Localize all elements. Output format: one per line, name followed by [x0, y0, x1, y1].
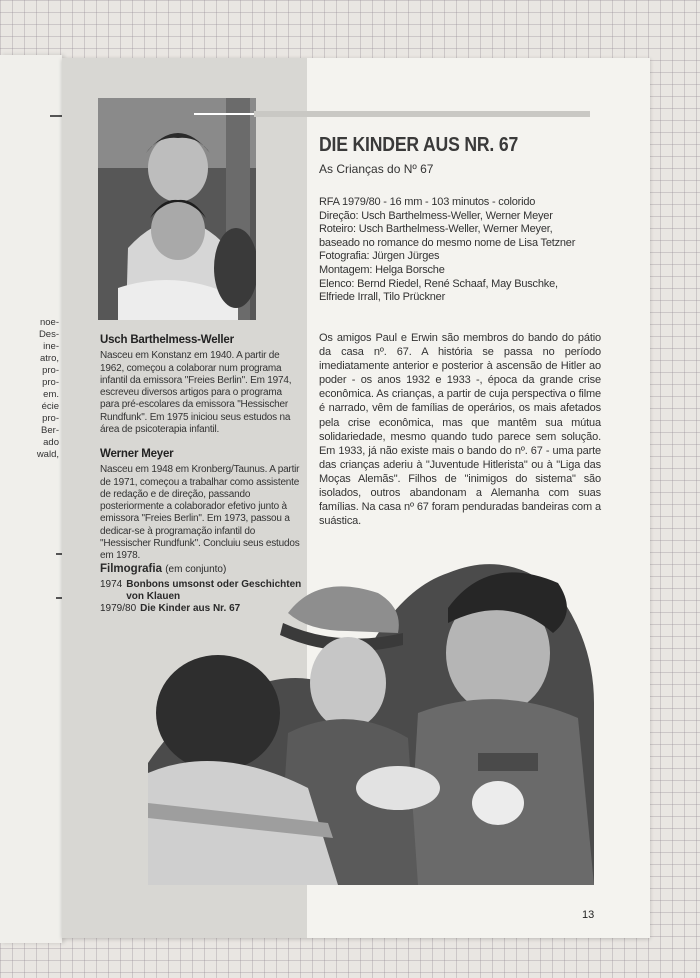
page-number: 13	[582, 909, 595, 921]
credit-line: Elenco: Bernd Riedel, René Schaaf, May Buschke,	[319, 277, 558, 290]
left-page	[0, 55, 62, 943]
credit-line: baseado no romance do mesmo nome de Lisa Tetzner	[319, 236, 576, 249]
directors-photo-image	[98, 98, 256, 320]
filmography-entry: 1974 Bonbons umsonst oder Geschichten von Klauen	[100, 579, 302, 602]
credit-line: Roteiro: Usch Barthelmess-Weller, Werner Meyer,	[319, 223, 553, 236]
bio-werner-meyer	[100, 448, 300, 563]
bio-text: Nasceu em Konstanz em 1940. A partir de 1962, começou a colaborar num programa infantil da emissora "Freies Berlin". Em 1974, escreveu diversos artigos para o programa para pré-escolares da emissora "Hessischer Rundfunk". Em 1975 iniciou seus estudos na área de psicoterapia infantil.	[100, 350, 292, 436]
left-page-mark	[50, 115, 62, 117]
credit-line: Direção: Usch Barthelmess-Weller, Werner Meyer	[319, 209, 553, 222]
title-rule	[254, 111, 590, 117]
credit-line: Elfriede Irrall, Tilo Prückner	[319, 291, 446, 304]
right-page	[62, 58, 650, 938]
filmography-entry: 1979/80 Die Kinder aus Nr. 67	[100, 603, 241, 614]
left-page-text-fragments: noe- Des- ine- atro, pro- pro- em. écie pro- Ber- ado wald,	[36, 317, 59, 460]
film-credits	[319, 196, 619, 305]
film-synopsis: Os amigos Paul e Erwin são membros do bando do pátio da casa nº. 67. A história se passa no período imediatamente anterior e posterior à ascensão de Hitler ao poder - os anos 1932 e 1933 -, época da grande crise econômica. As crianças, a partir de cuja perspectiva o filme é narrado, vêm de famílias de operários, os mais afetados pela crise econômica, mas que mantêm sua mútua solidariedade, mesmo quando tudo parece sem solução. Em 1933, já não existe mais o bando do nº. 67 - uma parte das crianças aderiu à "Juventude Hitlerista" ou à "Liga das Moças Alemãs". Filhos de "inimigos do sistema" são isolados, outros abandonam a Alemanha com suas famílias. Na casa nº 67 foram penduradas bandeiras com a suástica.	[319, 332, 601, 528]
filmography-heading: Filmografia (em conjunto)	[100, 563, 227, 575]
film-subtitle: As Crianças do Nº 67	[319, 162, 434, 176]
credit-line: RFA 1979/80 - 16 mm - 103 minutos - colorido	[319, 196, 536, 208]
credit-line: Fotografia: Jürgen Jürges	[319, 250, 440, 263]
bio-name: Usch Barthelmess-Weller	[100, 334, 234, 346]
film-still-image	[148, 553, 594, 885]
directors-photo	[98, 98, 256, 320]
film-still-photo	[148, 553, 594, 885]
bio-usch-barthelmess-weller	[100, 334, 300, 436]
bio-text: Nasceu em 1948 em Kronberg/Taunus. A partir de 1971, começou a trabalhar como assistente de redação e de direção, passando posteriormente a colaborador efetivo junto à emissora "Freies Berlin". Em 1973, passou a dedicar-se à programação infantil do "Hessischer Rundfunk". Concluiu seus estudos em 1978.	[100, 464, 300, 562]
film-title: DIE KINDER AUS NR. 67	[319, 134, 519, 156]
title-rule-accent	[194, 113, 254, 115]
credit-line: Montagem: Helga Borsche	[319, 263, 445, 276]
bio-name: Werner Meyer	[100, 448, 174, 460]
